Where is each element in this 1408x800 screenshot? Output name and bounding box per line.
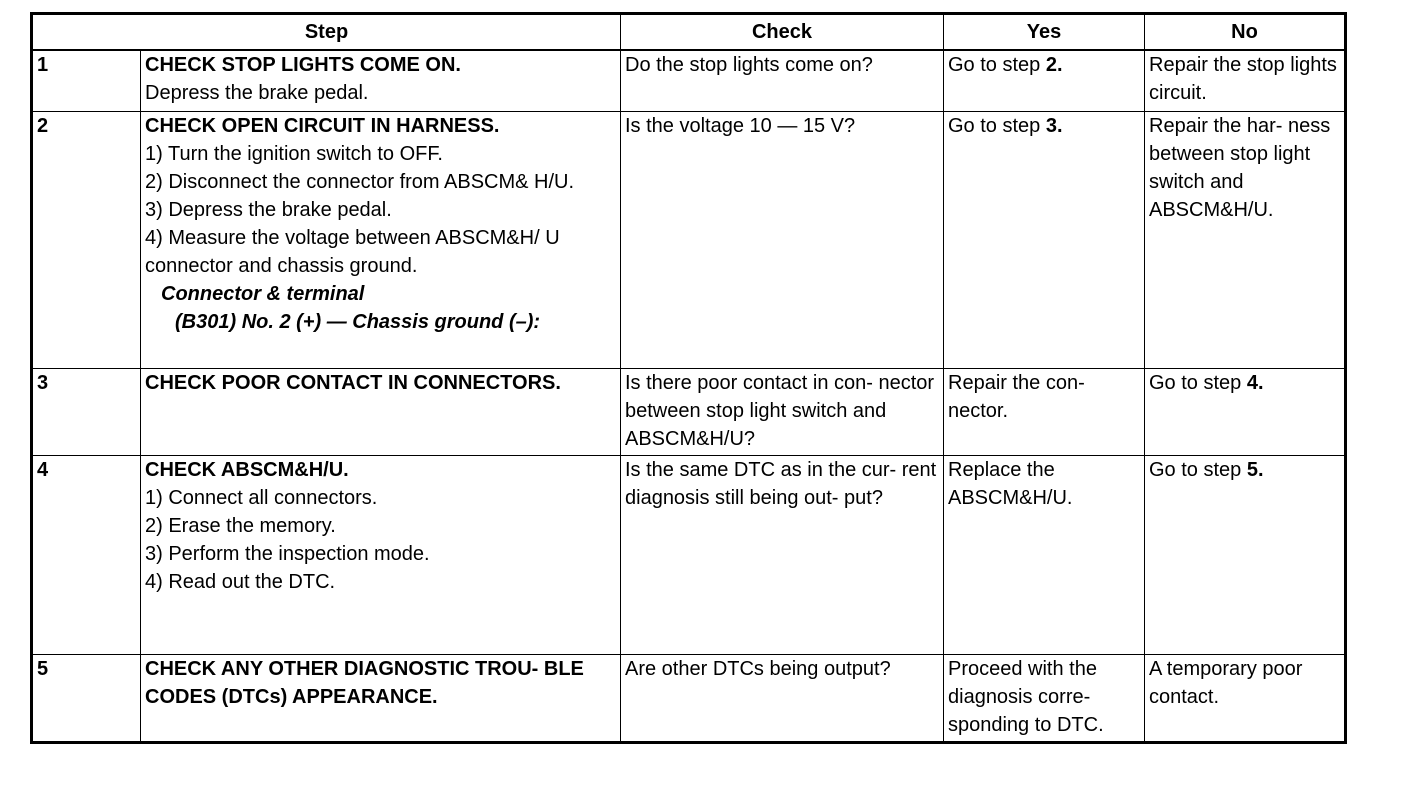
check-cell: Is there poor contact in con- nector between stop light switch and ABSCM&H/U? xyxy=(621,369,944,456)
no-cell xyxy=(1145,50,1346,112)
yes-cell xyxy=(944,369,1145,456)
step-number: 5 xyxy=(32,655,141,743)
step-instruction: 1) Turn the ignition switch to OFF. xyxy=(145,143,443,165)
step-title: CHECK ANY OTHER DIAGNOSTIC TROU- BLE CODES (DTCs) APPEARANCE. xyxy=(145,658,584,708)
connector-terminal-spec: (B301) No. 2 (+) — Chassis ground (–): xyxy=(175,311,541,333)
step-instruction: 3) Depress the brake pedal. xyxy=(145,199,392,221)
step-instruction: 2) Disconnect the connector from ABSCM& H/U. xyxy=(145,171,575,193)
no-cell xyxy=(1145,456,1346,655)
step-cell xyxy=(141,456,621,655)
check-cell: Do the stop lights come on? xyxy=(621,50,944,112)
yes-text: Replace the ABSCM&H/U. xyxy=(948,459,1073,509)
step-number: 3 xyxy=(32,369,141,456)
yes-cell xyxy=(944,456,1145,655)
check-cell: Is the voltage 10 — 15 V? xyxy=(621,112,944,369)
yes-text: Proceed with the diagnosis corre- sponding to DTC. xyxy=(948,658,1104,736)
yes-text: Go to step xyxy=(948,115,1046,137)
step-number: 4 xyxy=(32,456,141,655)
no-text: Repair the har- ness between stop light switch and ABSCM&H/U. xyxy=(1149,115,1331,221)
header-no: No xyxy=(1145,14,1346,51)
step-cell xyxy=(141,112,621,369)
yes-text: Go to step xyxy=(948,54,1046,76)
table-row xyxy=(32,50,1346,112)
table-row xyxy=(32,456,1346,655)
step-number: 1 xyxy=(32,50,141,112)
yes-step-ref: 3. xyxy=(1045,115,1063,137)
no-step-ref: 4. xyxy=(1246,372,1264,394)
yes-cell xyxy=(944,112,1145,369)
yes-cell xyxy=(944,50,1145,112)
table-row xyxy=(32,369,1346,456)
no-text: Go to step xyxy=(1149,372,1247,394)
no-cell xyxy=(1145,112,1346,369)
yes-cell xyxy=(944,655,1145,743)
yes-text: Repair the con- nector. xyxy=(948,372,1085,422)
connector-terminal-label: Connector & terminal xyxy=(161,283,365,305)
check-cell: Are other DTCs being output? xyxy=(621,655,944,743)
no-text: A temporary poor contact. xyxy=(1149,658,1303,708)
no-cell xyxy=(1145,655,1346,743)
step-number: 2 xyxy=(32,112,141,369)
step-title: CHECK ABSCM&H/U. xyxy=(145,459,349,481)
header-check: Check xyxy=(621,14,944,51)
table-row xyxy=(32,112,1346,369)
table-row xyxy=(32,655,1346,743)
step-cell xyxy=(141,369,621,456)
no-text: Go to step xyxy=(1149,459,1247,481)
step-instruction: 3) Perform the inspection mode. xyxy=(145,543,430,565)
step-title: CHECK OPEN CIRCUIT IN HARNESS. xyxy=(145,115,500,137)
yes-step-ref: 2. xyxy=(1045,54,1063,76)
step-instruction: 1) Connect all connectors. xyxy=(145,487,378,509)
header-step: Step xyxy=(32,14,621,51)
step-instruction: 4) Read out the DTC. xyxy=(145,571,336,593)
no-step-ref: 5. xyxy=(1246,459,1264,481)
header-yes: Yes xyxy=(944,14,1145,51)
step-instruction: 4) Measure the voltage between ABSCM&H/ U connector and chassis ground. xyxy=(145,227,560,277)
step-cell xyxy=(141,655,621,743)
no-cell xyxy=(1145,369,1346,456)
step-instruction: Depress the brake pedal. xyxy=(145,82,369,104)
check-cell: Is the same DTC as in the cur- rent diagnosis still being out- put? xyxy=(621,456,944,655)
step-title: CHECK POOR CONTACT IN CONNECTORS. xyxy=(145,372,561,394)
step-title: CHECK STOP LIGHTS COME ON. xyxy=(145,54,461,76)
step-cell xyxy=(141,50,621,112)
table-header-row xyxy=(32,14,1346,51)
diagnostic-table xyxy=(30,12,1347,744)
no-text: Repair the stop lights circuit. xyxy=(1149,54,1337,104)
step-instruction: 2) Erase the memory. xyxy=(145,515,336,537)
